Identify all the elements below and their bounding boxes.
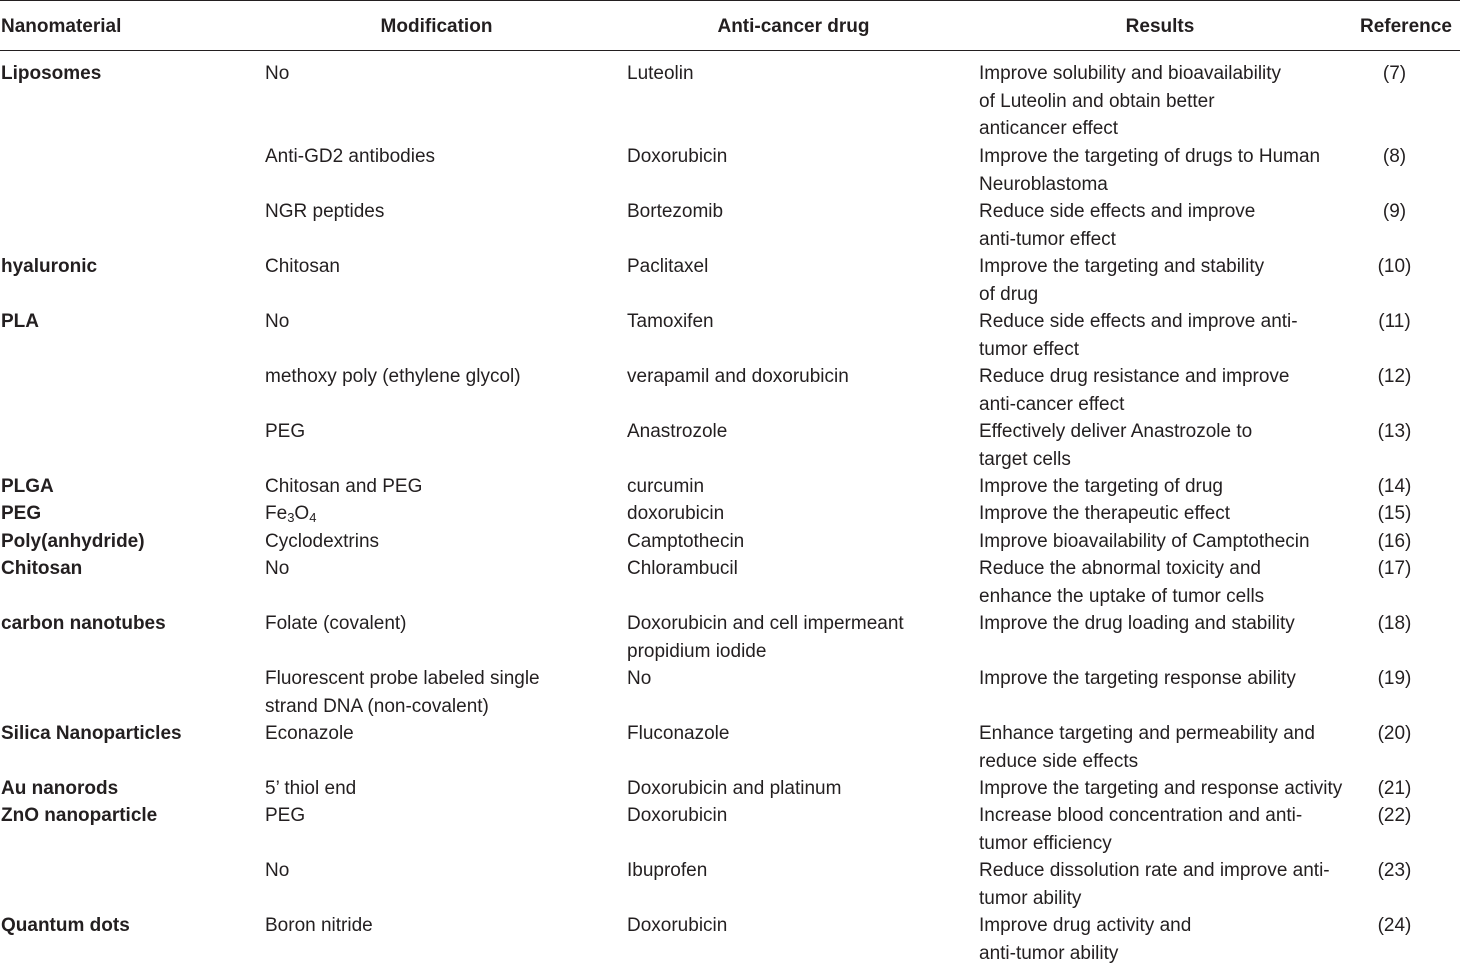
cell-modification [265,528,379,556]
cell-reference: (10) [1336,253,1453,281]
cell-reference: (17) [1336,555,1453,583]
cell-anti-cancer-drug-line: Doxorubicin and platinum [627,775,841,803]
formula-subscript: 3 [287,510,294,525]
cell-results-line: Reduce the abnormal toxicity and [979,555,1264,583]
cell-reference: (11) [1336,308,1453,336]
cell-results-line: anticancer effect [979,115,1281,143]
cell-modification [265,143,435,171]
cell-modification-line: Anti-GD2 antibodies [265,143,435,171]
cell-anti-cancer-drug-line: Doxorubicin [627,802,727,830]
cell-results-line: anti-tumor effect [979,226,1255,254]
cell-nanomaterial [1,500,41,528]
cell-results-line: Improve the therapeutic effect [979,500,1230,528]
cell-nanomaterial-line: Liposomes [1,60,101,88]
cell-results-line: Reduce drug resistance and improve [979,363,1290,391]
cell-results-line: Improve drug activity and [979,912,1191,940]
cell-modification [265,500,316,528]
cell-modification [265,308,289,336]
cell-results-line: of Luteolin and obtain better [979,88,1281,116]
cell-nanomaterial [1,253,97,281]
cell-results [979,610,1295,638]
cell-reference: (13) [1336,418,1453,446]
cell-results [979,720,1315,775]
formula-element: O [294,503,309,524]
cell-anti-cancer-drug-line: Luteolin [627,60,694,88]
cell-nanomaterial [1,775,118,803]
cell-reference: (22) [1336,802,1453,830]
cell-modification [265,720,354,748]
cell-anti-cancer-drug-line: Camptothecin [627,528,744,556]
cell-results [979,912,1191,967]
formula-element: Fe [265,503,287,524]
cell-modification-line: No [265,555,289,583]
cell-anti-cancer-drug [627,253,708,281]
cell-anti-cancer-drug-line: Ibuprofen [627,857,707,885]
cell-results [979,665,1296,693]
cell-results-line: Improve the targeting and stability [979,253,1264,281]
cell-modification-line: Econazole [265,720,354,748]
cell-anti-cancer-drug [627,610,904,665]
cell-nanomaterial [1,912,130,940]
cell-results [979,857,1330,912]
cell-nanomaterial [1,720,182,748]
cell-results [979,60,1281,143]
cell-results-line: tumor ability [979,885,1330,913]
cell-results-line: Reduce side effects and improve [979,198,1255,226]
cell-reference: (7) [1336,60,1453,88]
cell-anti-cancer-drug-line: Fluconazole [627,720,729,748]
table-top-rule [0,0,1460,1]
cell-modification [265,775,356,803]
cell-modification-line: PEG [265,802,305,830]
cell-anti-cancer-drug [627,802,727,830]
cell-anti-cancer-drug [627,363,849,391]
cell-nanomaterial-line: carbon nanotubes [1,610,166,638]
cell-anti-cancer-drug [627,198,723,226]
cell-results-line: anti-cancer effect [979,391,1290,419]
cell-anti-cancer-drug [627,555,738,583]
cell-results-line: Improve bioavailability of Camptothecin [979,528,1310,556]
cell-modification [265,198,384,226]
cell-results-line: tumor effect [979,336,1298,364]
cell-reference: (8) [1336,143,1453,171]
cell-anti-cancer-drug [627,60,694,88]
header-results: Results [979,13,1341,41]
cell-anti-cancer-drug [627,418,727,446]
cell-reference: (16) [1336,528,1453,556]
cell-nanomaterial [1,610,166,638]
cell-modification [265,555,289,583]
cell-results-line: reduce side effects [979,748,1315,776]
cell-reference: (24) [1336,912,1453,940]
cell-results [979,418,1252,473]
cell-results-line: Neuroblastoma [979,171,1320,199]
cell-results [979,555,1264,610]
cell-anti-cancer-drug [627,143,727,171]
cell-nanomaterial-line: Chitosan [1,555,82,583]
cell-modification-line: Fluorescent probe labeled single [265,665,540,693]
cell-results [979,473,1223,501]
cell-modification [265,802,305,830]
table-header-rule [0,50,1460,51]
cell-modification-line: No [265,308,289,336]
cell-reference: (20) [1336,720,1453,748]
cell-reference: (21) [1336,775,1453,803]
cell-anti-cancer-drug-line: Paclitaxel [627,253,708,281]
cell-modification-line: 5’ thiol end [265,775,356,803]
cell-results-line: Improve the targeting of drugs to Human [979,143,1320,171]
cell-nanomaterial [1,60,101,88]
cell-modification [265,473,422,501]
cell-anti-cancer-drug-line: propidium iodide [627,638,904,666]
cell-anti-cancer-drug-line: Doxorubicin [627,912,727,940]
cell-modification-line: No [265,60,289,88]
cell-results [979,500,1230,528]
cell-modification-line: Cyclodextrins [265,528,379,556]
chemical-formula [265,500,316,528]
cell-modification [265,363,521,391]
cell-modification-line: strand DNA (non-covalent) [265,693,540,721]
cell-results-line: Improve the targeting and response activity [979,775,1342,803]
cell-results-line: Improve the targeting response ability [979,665,1296,693]
cell-anti-cancer-drug-line: Anastrozole [627,418,727,446]
cell-modification [265,610,407,638]
cell-anti-cancer-drug [627,308,714,336]
cell-anti-cancer-drug-line: Doxorubicin [627,143,727,171]
cell-results [979,775,1342,803]
cell-nanomaterial-line: hyaluronic [1,253,97,281]
cell-anti-cancer-drug [627,665,651,693]
cell-anti-cancer-drug-line: Chlorambucil [627,555,738,583]
cell-modification-line: Chitosan [265,253,340,281]
cell-results-line: enhance the uptake of tumor cells [979,583,1264,611]
cell-modification-line: methoxy poly (ethylene glycol) [265,363,521,391]
cell-nanomaterial [1,802,157,830]
cell-reference: (19) [1336,665,1453,693]
header-reference: Reference [1360,13,1452,41]
cell-modification-line: NGR peptides [265,198,384,226]
cell-modification-line: Boron nitride [265,912,373,940]
cell-results-line: of drug [979,281,1264,309]
cell-reference: (23) [1336,857,1453,885]
cell-results-line: Improve solubility and bioavailability [979,60,1281,88]
cell-results [979,253,1264,308]
cell-results-line: Increase blood concentration and anti- [979,802,1302,830]
cell-results [979,143,1320,198]
cell-nanomaterial-line: PLGA [1,473,54,501]
cell-modification-line: PEG [265,418,305,446]
cell-results [979,528,1310,556]
cell-anti-cancer-drug-line: verapamil and doxorubicin [627,363,849,391]
cell-nanomaterial [1,528,145,556]
cell-reference: (15) [1336,500,1453,528]
cell-modification [265,665,540,720]
header-modification: Modification [265,13,608,41]
cell-modification-line: Folate (covalent) [265,610,407,638]
cell-nanomaterial-line: Au nanorods [1,775,118,803]
cell-reference: (14) [1336,473,1453,501]
cell-results [979,308,1298,363]
cell-anti-cancer-drug-line: curcumin [627,473,704,501]
cell-anti-cancer-drug [627,500,724,528]
cell-reference: (9) [1336,198,1453,226]
cell-modification [265,60,289,88]
cell-results-line: Enhance targeting and permeability and [979,720,1315,748]
cell-nanomaterial-line: PLA [1,308,39,336]
cell-results-line: Effectively deliver Anastrozole to [979,418,1252,446]
cell-results-line: Reduce side effects and improve anti- [979,308,1298,336]
cell-modification [265,912,373,940]
cell-anti-cancer-drug-line: Bortezomib [627,198,723,226]
cell-results-line: Improve the drug loading and stability [979,610,1295,638]
cell-nanomaterial-line: Quantum dots [1,912,130,940]
cell-anti-cancer-drug [627,473,704,501]
cell-anti-cancer-drug [627,857,707,885]
cell-results-line: target cells [979,446,1252,474]
cell-modification [265,418,305,446]
cell-nanomaterial [1,555,82,583]
cell-results-line: Reduce dissolution rate and improve anti- [979,857,1330,885]
cell-reference: (18) [1336,610,1453,638]
cell-anti-cancer-drug [627,720,729,748]
cell-results-line: tumor efficiency [979,830,1302,858]
cell-nanomaterial [1,308,39,336]
cell-modification-line: Chitosan and PEG [265,473,422,501]
cell-results [979,802,1302,857]
cell-anti-cancer-drug [627,528,744,556]
cell-anti-cancer-drug-line: No [627,665,651,693]
cell-nanomaterial-line: ZnO nanoparticle [1,802,157,830]
cell-results [979,198,1255,253]
cell-modification [265,857,289,885]
cell-reference: (12) [1336,363,1453,391]
cell-nanomaterial-line: Poly(anhydride) [1,528,145,556]
cell-modification-line: No [265,857,289,885]
cell-nanomaterial [1,473,54,501]
formula-subscript: 4 [309,510,316,525]
header-anti-cancer-drug: Anti-cancer drug [627,13,960,41]
cell-anti-cancer-drug-line: doxorubicin [627,500,724,528]
cell-modification [265,253,340,281]
cell-anti-cancer-drug-line: Tamoxifen [627,308,714,336]
cell-anti-cancer-drug [627,912,727,940]
cell-anti-cancer-drug-line: Doxorubicin and cell impermeant [627,610,904,638]
header-nanomaterial: Nanomaterial [1,13,121,41]
cell-results-line: Improve the targeting of drug [979,473,1223,501]
cell-results-line: anti-tumor ability [979,940,1191,967]
cell-nanomaterial-line: Silica Nanoparticles [1,720,182,748]
cell-nanomaterial-line: PEG [1,500,41,528]
cell-results [979,363,1290,418]
cell-anti-cancer-drug [627,775,841,803]
